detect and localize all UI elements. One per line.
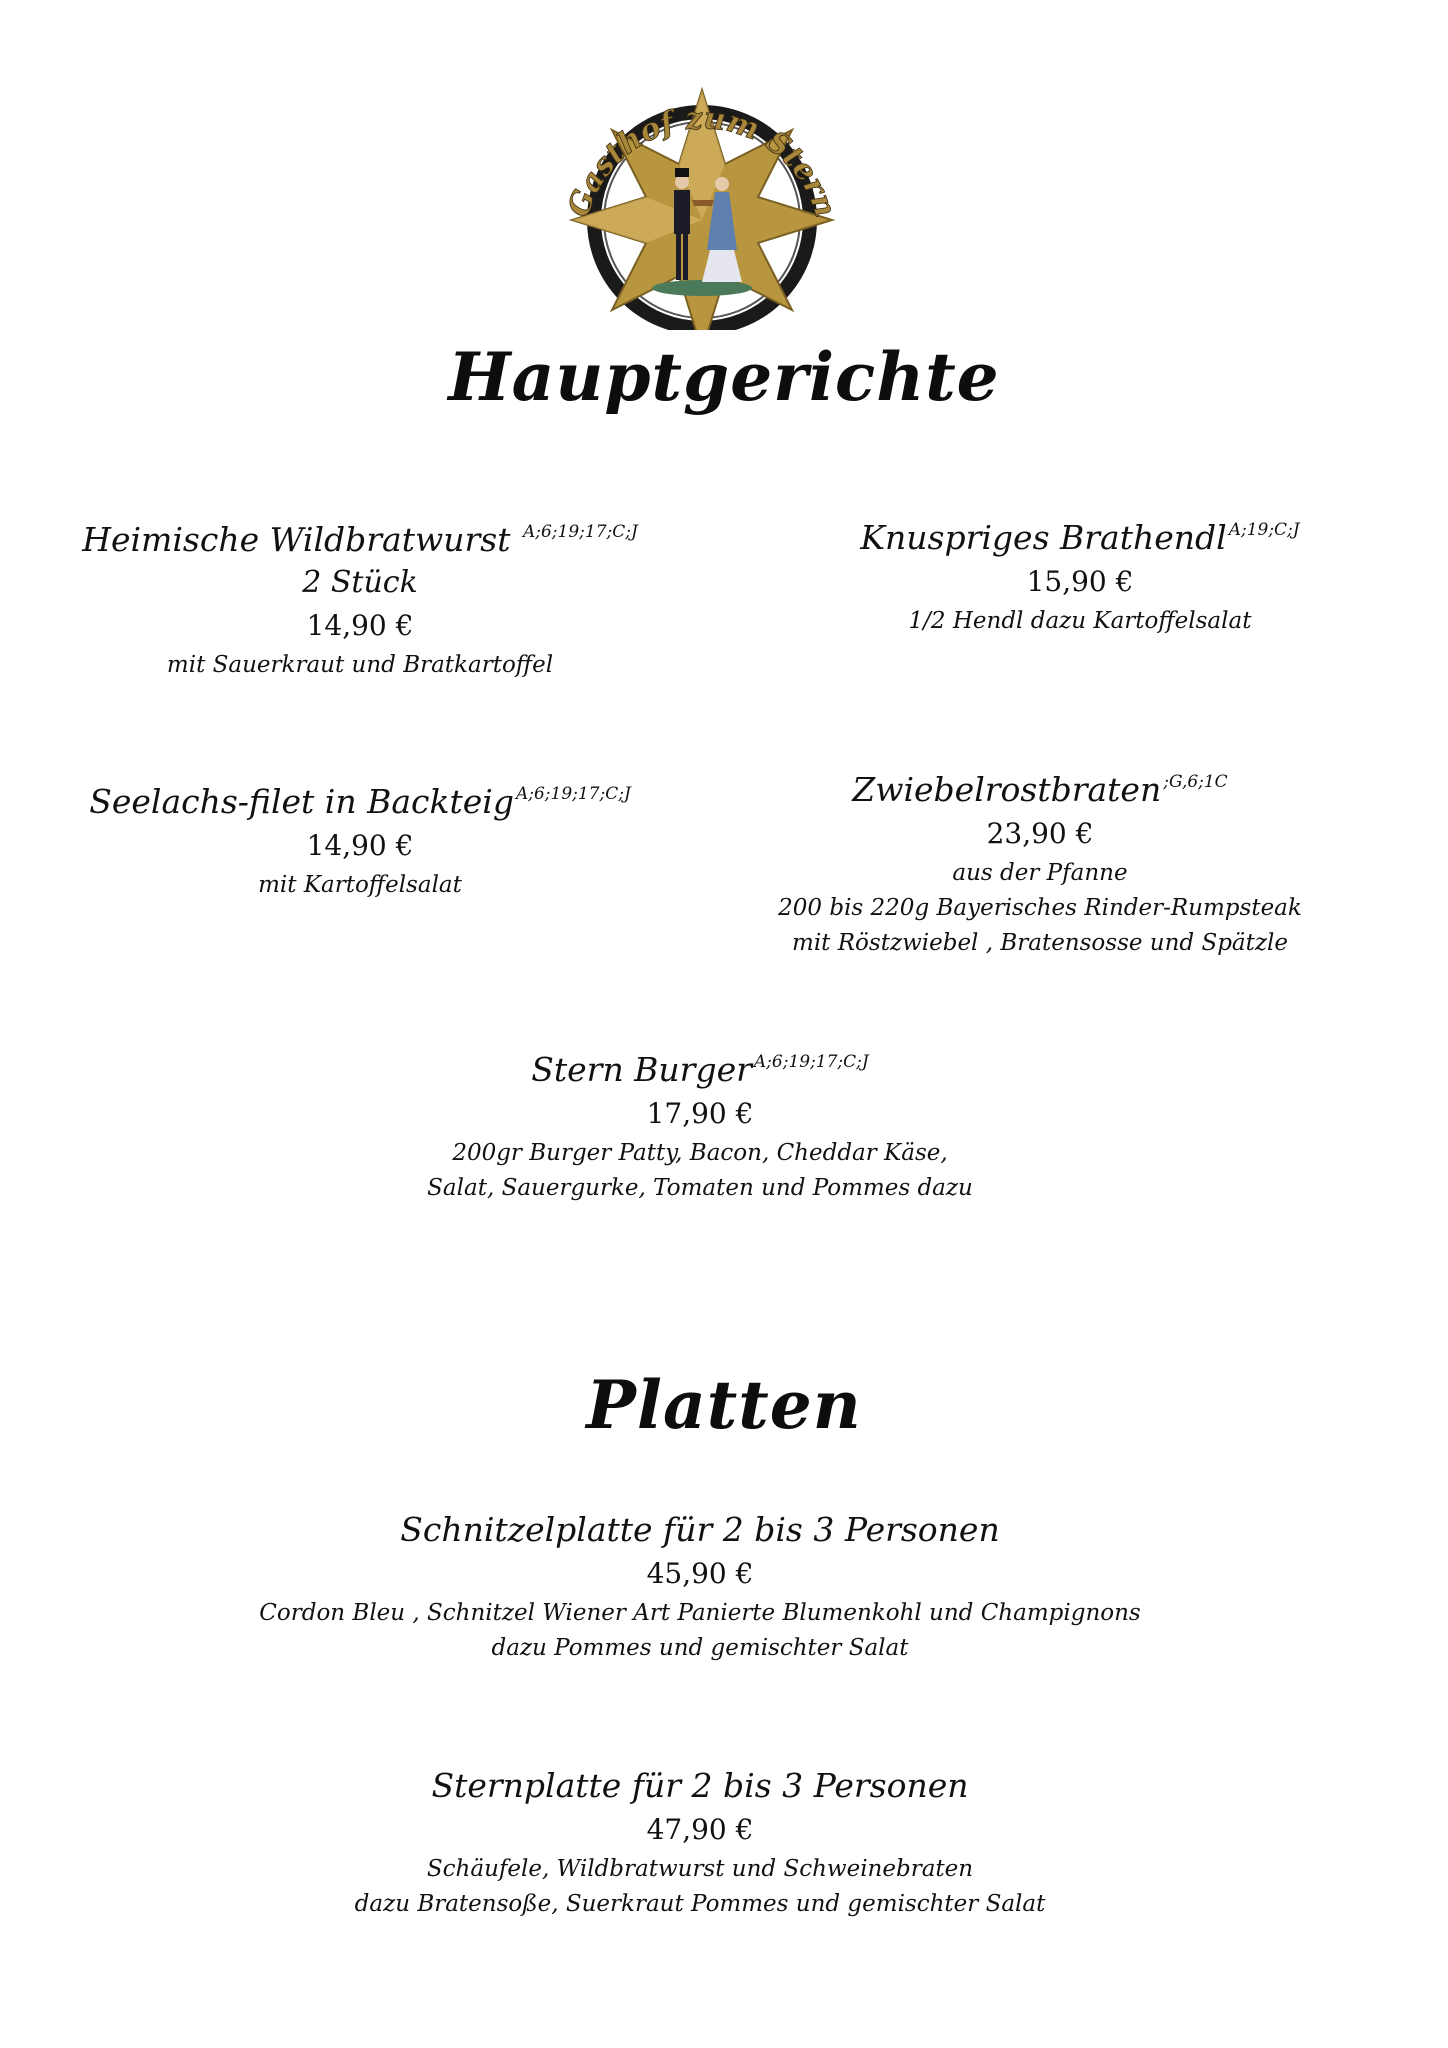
item-description: dazu Bratensoße, Suerkraut Pommes und gemischter Salat [354,1891,1046,1917]
logo-lettering: Gasthof zum Stern [561,101,843,222]
allergen-codes: A;6;19;17;C;J [522,522,638,542]
item-description: Schäufele, Wildbratwurst und Schweinebraten [426,1856,974,1882]
item-description: mit Sauerkraut und Bratkartoffel [166,652,554,678]
item-description: mit Röstzwiebel , Bratensosse und Spätzle [792,930,1288,956]
item-name: Stern Burger $^{A;6;19;17;C;J}$ [531,1050,869,1089]
item-description: dazu Pommes und gemischter Salat [491,1635,909,1661]
item-name: Heimische Wildbratwurst $^{A;6;19;17;C;J}$ [82,520,638,559]
item-price: 14,90 € [306,829,414,862]
menu-item-seelachs [40,772,680,903]
menu-item-schnitzelplatte [150,1508,1250,1666]
allergen-codes: A;19;C;J [1228,520,1300,540]
item-name: Sternplatte für 2 bis 3 Personen [431,1766,969,1805]
allergen-codes: A;6;19;17;C;J [753,1052,869,1072]
item-description: 1/2 Hendl dazu Kartoffelsalat [908,608,1252,634]
menu-item-wildbratwurst [40,510,680,683]
item-price: 47,90 € [646,1813,754,1846]
gasthof-logo [532,50,872,330]
item-description: 200 bis 220g Bayerisches Rinder-Rumpsteak [778,895,1302,921]
item-description: aus der Pfanne [952,860,1128,886]
item-price: 45,90 € [646,1557,754,1590]
item-name: Seelachs-filet in Backteig $^{A;6;19;17;C;J}$ [89,782,631,821]
item-price: 14,90 € [306,609,414,642]
item-description: 200gr Burger Patty, Bacon, Cheddar Käse, [452,1140,948,1166]
item-name: Knuspriges Brathendl $^{A;19;C;J}$ [860,518,1300,557]
section-title-platten: Platten [586,1366,862,1444]
menu-item-stern-burger [380,1040,1020,1206]
item-price: 23,90 € [986,817,1094,850]
menu-item-zwiebelrostbraten [720,760,1360,961]
item-name: Schnitzelplatte für 2 bis 3 Personen [400,1510,1000,1549]
menu-item-brathendl [760,508,1400,639]
item-price: 17,90 € [646,1097,754,1130]
item-quantity: 2 Stück [302,565,418,600]
item-description: Cordon Bleu , Schnitzel Wiener Art Panierte Blumenkohl und Champignons [259,1600,1141,1626]
item-description: Salat, Sauergurke, Tomaten und Pommes dazu [427,1175,973,1201]
item-name: Zwiebelrostbraten $^{;G,6;1C}$ [852,770,1228,809]
section-title-hauptgerichte: Hauptgerichte [448,338,1000,416]
item-price: 15,90 € [1026,565,1134,598]
item-description: mit Kartoffelsalat [258,872,462,898]
allergen-codes: A;6;19;17;C;J [515,784,631,804]
star-emblem-icon [532,50,872,330]
menu-item-sternplatte [150,1764,1250,1922]
allergen-codes: ;G,6;1C [1163,772,1228,792]
